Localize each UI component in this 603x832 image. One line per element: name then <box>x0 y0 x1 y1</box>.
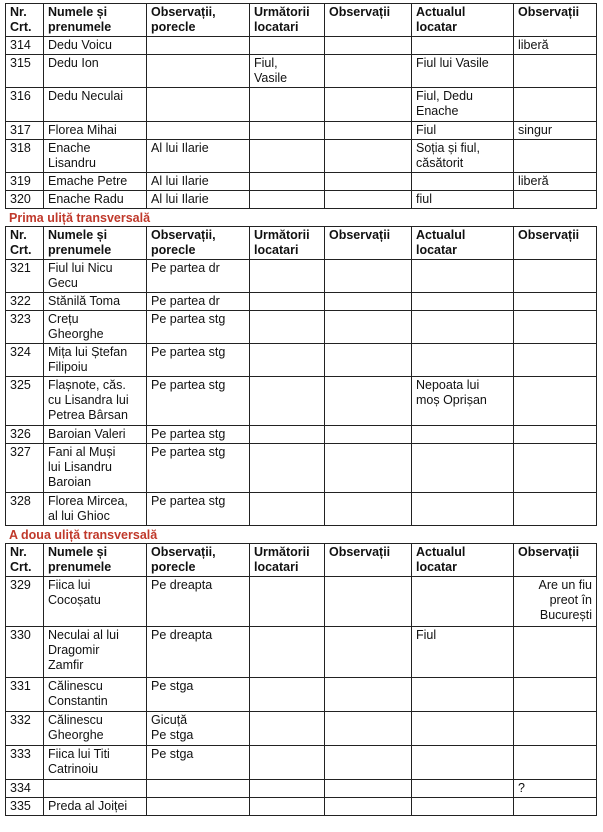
cell-obs <box>147 122 250 140</box>
table-header-row <box>6 227 597 260</box>
cell-name: Florea Mihai <box>44 122 147 140</box>
cell-current <box>412 493 514 526</box>
header-next-tenants: Următorii locatari <box>250 227 325 260</box>
table-row <box>6 493 597 526</box>
cell-current: Fiul, Dedu Enache <box>412 88 514 122</box>
table-row <box>6 344 597 377</box>
cell-next <box>250 260 325 293</box>
document-page <box>5 3 596 816</box>
cell-current: fiul <box>412 191 514 209</box>
cell-obs3 <box>514 344 597 377</box>
table-row <box>6 746 597 780</box>
cell-obs2 <box>325 260 412 293</box>
cell-obs3 <box>514 191 597 209</box>
cell-name: Flașnote, căs. cu Lisandra lui Petrea Bârsan <box>44 377 147 426</box>
table-row <box>6 627 597 678</box>
cell-name: Enache Radu <box>44 191 147 209</box>
cell-obs3: ? <box>514 780 597 798</box>
cell-obs3 <box>514 798 597 816</box>
cell-obs2 <box>325 678 412 712</box>
header-nr: Nr. Crt. <box>6 227 44 260</box>
table-row <box>6 577 597 627</box>
cell-current <box>412 293 514 311</box>
cell-nr: 334 <box>6 780 44 798</box>
cell-name: Mița lui Ștefan Filipoiu <box>44 344 147 377</box>
cell-name: Florea Mircea, al lui Ghioc <box>44 493 147 526</box>
cell-obs3 <box>514 260 597 293</box>
cell-nr: 323 <box>6 311 44 344</box>
cell-next <box>250 426 325 444</box>
cell-obs <box>147 798 250 816</box>
cell-current <box>412 444 514 493</box>
table-row <box>6 444 597 493</box>
cell-obs3 <box>514 712 597 746</box>
header-current-tenant: Actualul locatar <box>412 227 514 260</box>
cell-obs: Al lui Ilarie <box>147 191 250 209</box>
cell-obs: Pe partea dr <box>147 293 250 311</box>
cell-name: Fiica lui Cocoșatu <box>44 577 147 627</box>
cell-obs2 <box>325 140 412 173</box>
cell-obs2 <box>325 122 412 140</box>
table-row <box>6 780 597 798</box>
cell-next <box>250 293 325 311</box>
header-name: Numele și prenumele <box>44 4 147 37</box>
cell-name: Enache Lisandru <box>44 140 147 173</box>
cell-obs: Pe partea stg <box>147 377 250 426</box>
table-header-row <box>6 4 597 37</box>
cell-nr: 316 <box>6 88 44 122</box>
table-row <box>6 55 597 88</box>
cell-current: Fiul lui Vasile <box>412 55 514 88</box>
cell-obs <box>147 88 250 122</box>
table-row <box>6 140 597 173</box>
cell-obs2 <box>325 88 412 122</box>
header-nr: Nr. Crt. <box>6 4 44 37</box>
cell-next <box>250 122 325 140</box>
cell-next <box>250 377 325 426</box>
cell-name: Crețu Gheorghe <box>44 311 147 344</box>
header-observations-nicknames: Observații, porecle <box>147 4 250 37</box>
houses-table-1 <box>5 3 597 209</box>
cell-obs: Pe partea dr <box>147 260 250 293</box>
cell-obs3 <box>514 311 597 344</box>
cell-next <box>250 678 325 712</box>
table-row <box>6 260 597 293</box>
cell-obs: Pe stga <box>147 678 250 712</box>
cell-name: Emache Petre <box>44 173 147 191</box>
cell-nr: 332 <box>6 712 44 746</box>
cell-obs2 <box>325 293 412 311</box>
cell-obs: Pe stga <box>147 746 250 780</box>
cell-obs: Pe dreapta <box>147 627 250 678</box>
cell-obs2 <box>325 798 412 816</box>
table-row <box>6 122 597 140</box>
cell-nr: 335 <box>6 798 44 816</box>
table-row <box>6 377 597 426</box>
cell-next <box>250 712 325 746</box>
cell-obs: Pe partea stg <box>147 444 250 493</box>
header-name: Numele și prenumele <box>44 544 147 577</box>
cell-nr: 329 <box>6 577 44 627</box>
cell-current <box>412 746 514 780</box>
cell-obs3 <box>514 444 597 493</box>
cell-obs: Pe partea stg <box>147 426 250 444</box>
cell-obs2 <box>325 311 412 344</box>
cell-name: Stănilă Toma <box>44 293 147 311</box>
header-observations-nicknames: Observații, porecle <box>147 544 250 577</box>
cell-next <box>250 344 325 377</box>
cell-nr: 327 <box>6 444 44 493</box>
cell-next <box>250 173 325 191</box>
cell-nr: 322 <box>6 293 44 311</box>
cell-name: Dedu Voicu <box>44 37 147 55</box>
table-row <box>6 173 597 191</box>
cell-obs: Al lui Ilarie <box>147 140 250 173</box>
cell-obs2 <box>325 444 412 493</box>
table-header-row <box>6 544 597 577</box>
header-observations-final: Observații <box>514 544 597 577</box>
cell-obs: Gicuță Pe stga <box>147 712 250 746</box>
cell-obs2 <box>325 577 412 627</box>
cell-obs2 <box>325 55 412 88</box>
section-title-second-street: A doua uliță transversală <box>9 528 158 542</box>
cell-next <box>250 444 325 493</box>
table-row <box>6 311 597 344</box>
cell-nr: 330 <box>6 627 44 678</box>
cell-name: Neculai al lui Dragomir Zamfir <box>44 627 147 678</box>
cell-obs3 <box>514 55 597 88</box>
cell-obs: Pe dreapta <box>147 577 250 627</box>
cell-obs3 <box>514 140 597 173</box>
header-current-tenant: Actualul locatar <box>412 4 514 37</box>
cell-obs2 <box>325 173 412 191</box>
cell-nr: 319 <box>6 173 44 191</box>
cell-nr: 320 <box>6 191 44 209</box>
cell-next <box>250 191 325 209</box>
header-nr: Nr. Crt. <box>6 544 44 577</box>
cell-obs3 <box>514 426 597 444</box>
cell-nr: 314 <box>6 37 44 55</box>
cell-nr: 328 <box>6 493 44 526</box>
cell-obs3: liberă <box>514 173 597 191</box>
table-row <box>6 191 597 209</box>
cell-name: Fiica lui Titi Catrinoiu <box>44 746 147 780</box>
houses-table-2 <box>5 226 597 526</box>
cell-name: Fani al Muși lui Lisandru Baroian <box>44 444 147 493</box>
header-current-tenant: Actualul locatar <box>412 544 514 577</box>
header-next-tenants: Următorii locatari <box>250 4 325 37</box>
header-observations: Observații <box>325 227 412 260</box>
table-row <box>6 712 597 746</box>
cell-current: Fiul <box>412 627 514 678</box>
cell-next <box>250 493 325 526</box>
cell-current <box>412 426 514 444</box>
cell-nr: 318 <box>6 140 44 173</box>
cell-next <box>250 88 325 122</box>
cell-obs3 <box>514 627 597 678</box>
cell-current <box>412 37 514 55</box>
cell-next <box>250 746 325 780</box>
cell-obs <box>147 37 250 55</box>
cell-obs3 <box>514 746 597 780</box>
cell-obs2 <box>325 493 412 526</box>
cell-obs3 <box>514 293 597 311</box>
header-observations-final: Observații <box>514 4 597 37</box>
cell-obs3 <box>514 493 597 526</box>
header-name: Numele și prenumele <box>44 227 147 260</box>
cell-next <box>250 140 325 173</box>
cell-obs2 <box>325 191 412 209</box>
cell-name: Călinescu Gheorghe <box>44 712 147 746</box>
cell-obs <box>147 55 250 88</box>
header-observations-final: Observații <box>514 227 597 260</box>
cell-obs3 <box>514 88 597 122</box>
cell-nr: 315 <box>6 55 44 88</box>
cell-current <box>412 260 514 293</box>
header-observations: Observații <box>325 4 412 37</box>
cell-obs3: singur <box>514 122 597 140</box>
table-row <box>6 798 597 816</box>
cell-obs2 <box>325 426 412 444</box>
cell-obs2 <box>325 780 412 798</box>
cell-current: Nepoata lui moș Oprișan <box>412 377 514 426</box>
cell-obs <box>147 780 250 798</box>
cell-current <box>412 712 514 746</box>
cell-name: Dedu Neculai <box>44 88 147 122</box>
cell-current <box>412 780 514 798</box>
header-observations: Observații <box>325 544 412 577</box>
cell-obs2 <box>325 627 412 678</box>
table-row <box>6 88 597 122</box>
cell-nr: 324 <box>6 344 44 377</box>
cell-obs: Pe partea stg <box>147 344 250 377</box>
cell-next <box>250 798 325 816</box>
cell-next <box>250 577 325 627</box>
cell-obs3 <box>514 377 597 426</box>
cell-next <box>250 627 325 678</box>
cell-obs2 <box>325 344 412 377</box>
table-row <box>6 37 597 55</box>
cell-next <box>250 780 325 798</box>
cell-obs2 <box>325 746 412 780</box>
cell-obs2 <box>325 377 412 426</box>
cell-current: Soția și fiul, căsătorit <box>412 140 514 173</box>
cell-current <box>412 798 514 816</box>
table-row <box>6 293 597 311</box>
cell-obs: Al lui Ilarie <box>147 173 250 191</box>
cell-next: Fiul, Vasile <box>250 55 325 88</box>
cell-current <box>412 577 514 627</box>
header-next-tenants: Următorii locatari <box>250 544 325 577</box>
cell-nr: 326 <box>6 426 44 444</box>
cell-current <box>412 344 514 377</box>
section-title-first-street: Prima uliță transversală <box>9 211 151 225</box>
cell-obs3: Are un fiu preot în București <box>514 577 597 627</box>
cell-nr: 325 <box>6 377 44 426</box>
cell-obs3 <box>514 678 597 712</box>
cell-name <box>44 780 147 798</box>
cell-next <box>250 311 325 344</box>
cell-next <box>250 37 325 55</box>
cell-name: Baroian Valeri <box>44 426 147 444</box>
cell-name: Călinescu Constantin <box>44 678 147 712</box>
cell-obs: Pe partea stg <box>147 493 250 526</box>
cell-name: Fiul lui Nicu Gecu <box>44 260 147 293</box>
cell-current <box>412 678 514 712</box>
cell-current: Fiul <box>412 122 514 140</box>
cell-nr: 317 <box>6 122 44 140</box>
cell-current <box>412 311 514 344</box>
header-observations-nicknames: Observații, porecle <box>147 227 250 260</box>
houses-table-3 <box>5 543 597 816</box>
cell-name: Dedu Ion <box>44 55 147 88</box>
cell-name: Preda al Joiței <box>44 798 147 816</box>
cell-obs3: liberă <box>514 37 597 55</box>
cell-nr: 321 <box>6 260 44 293</box>
table-row <box>6 678 597 712</box>
cell-nr: 331 <box>6 678 44 712</box>
cell-obs2 <box>325 712 412 746</box>
table-row <box>6 426 597 444</box>
cell-nr: 333 <box>6 746 44 780</box>
cell-obs: Pe partea stg <box>147 311 250 344</box>
cell-obs2 <box>325 37 412 55</box>
cell-current <box>412 173 514 191</box>
